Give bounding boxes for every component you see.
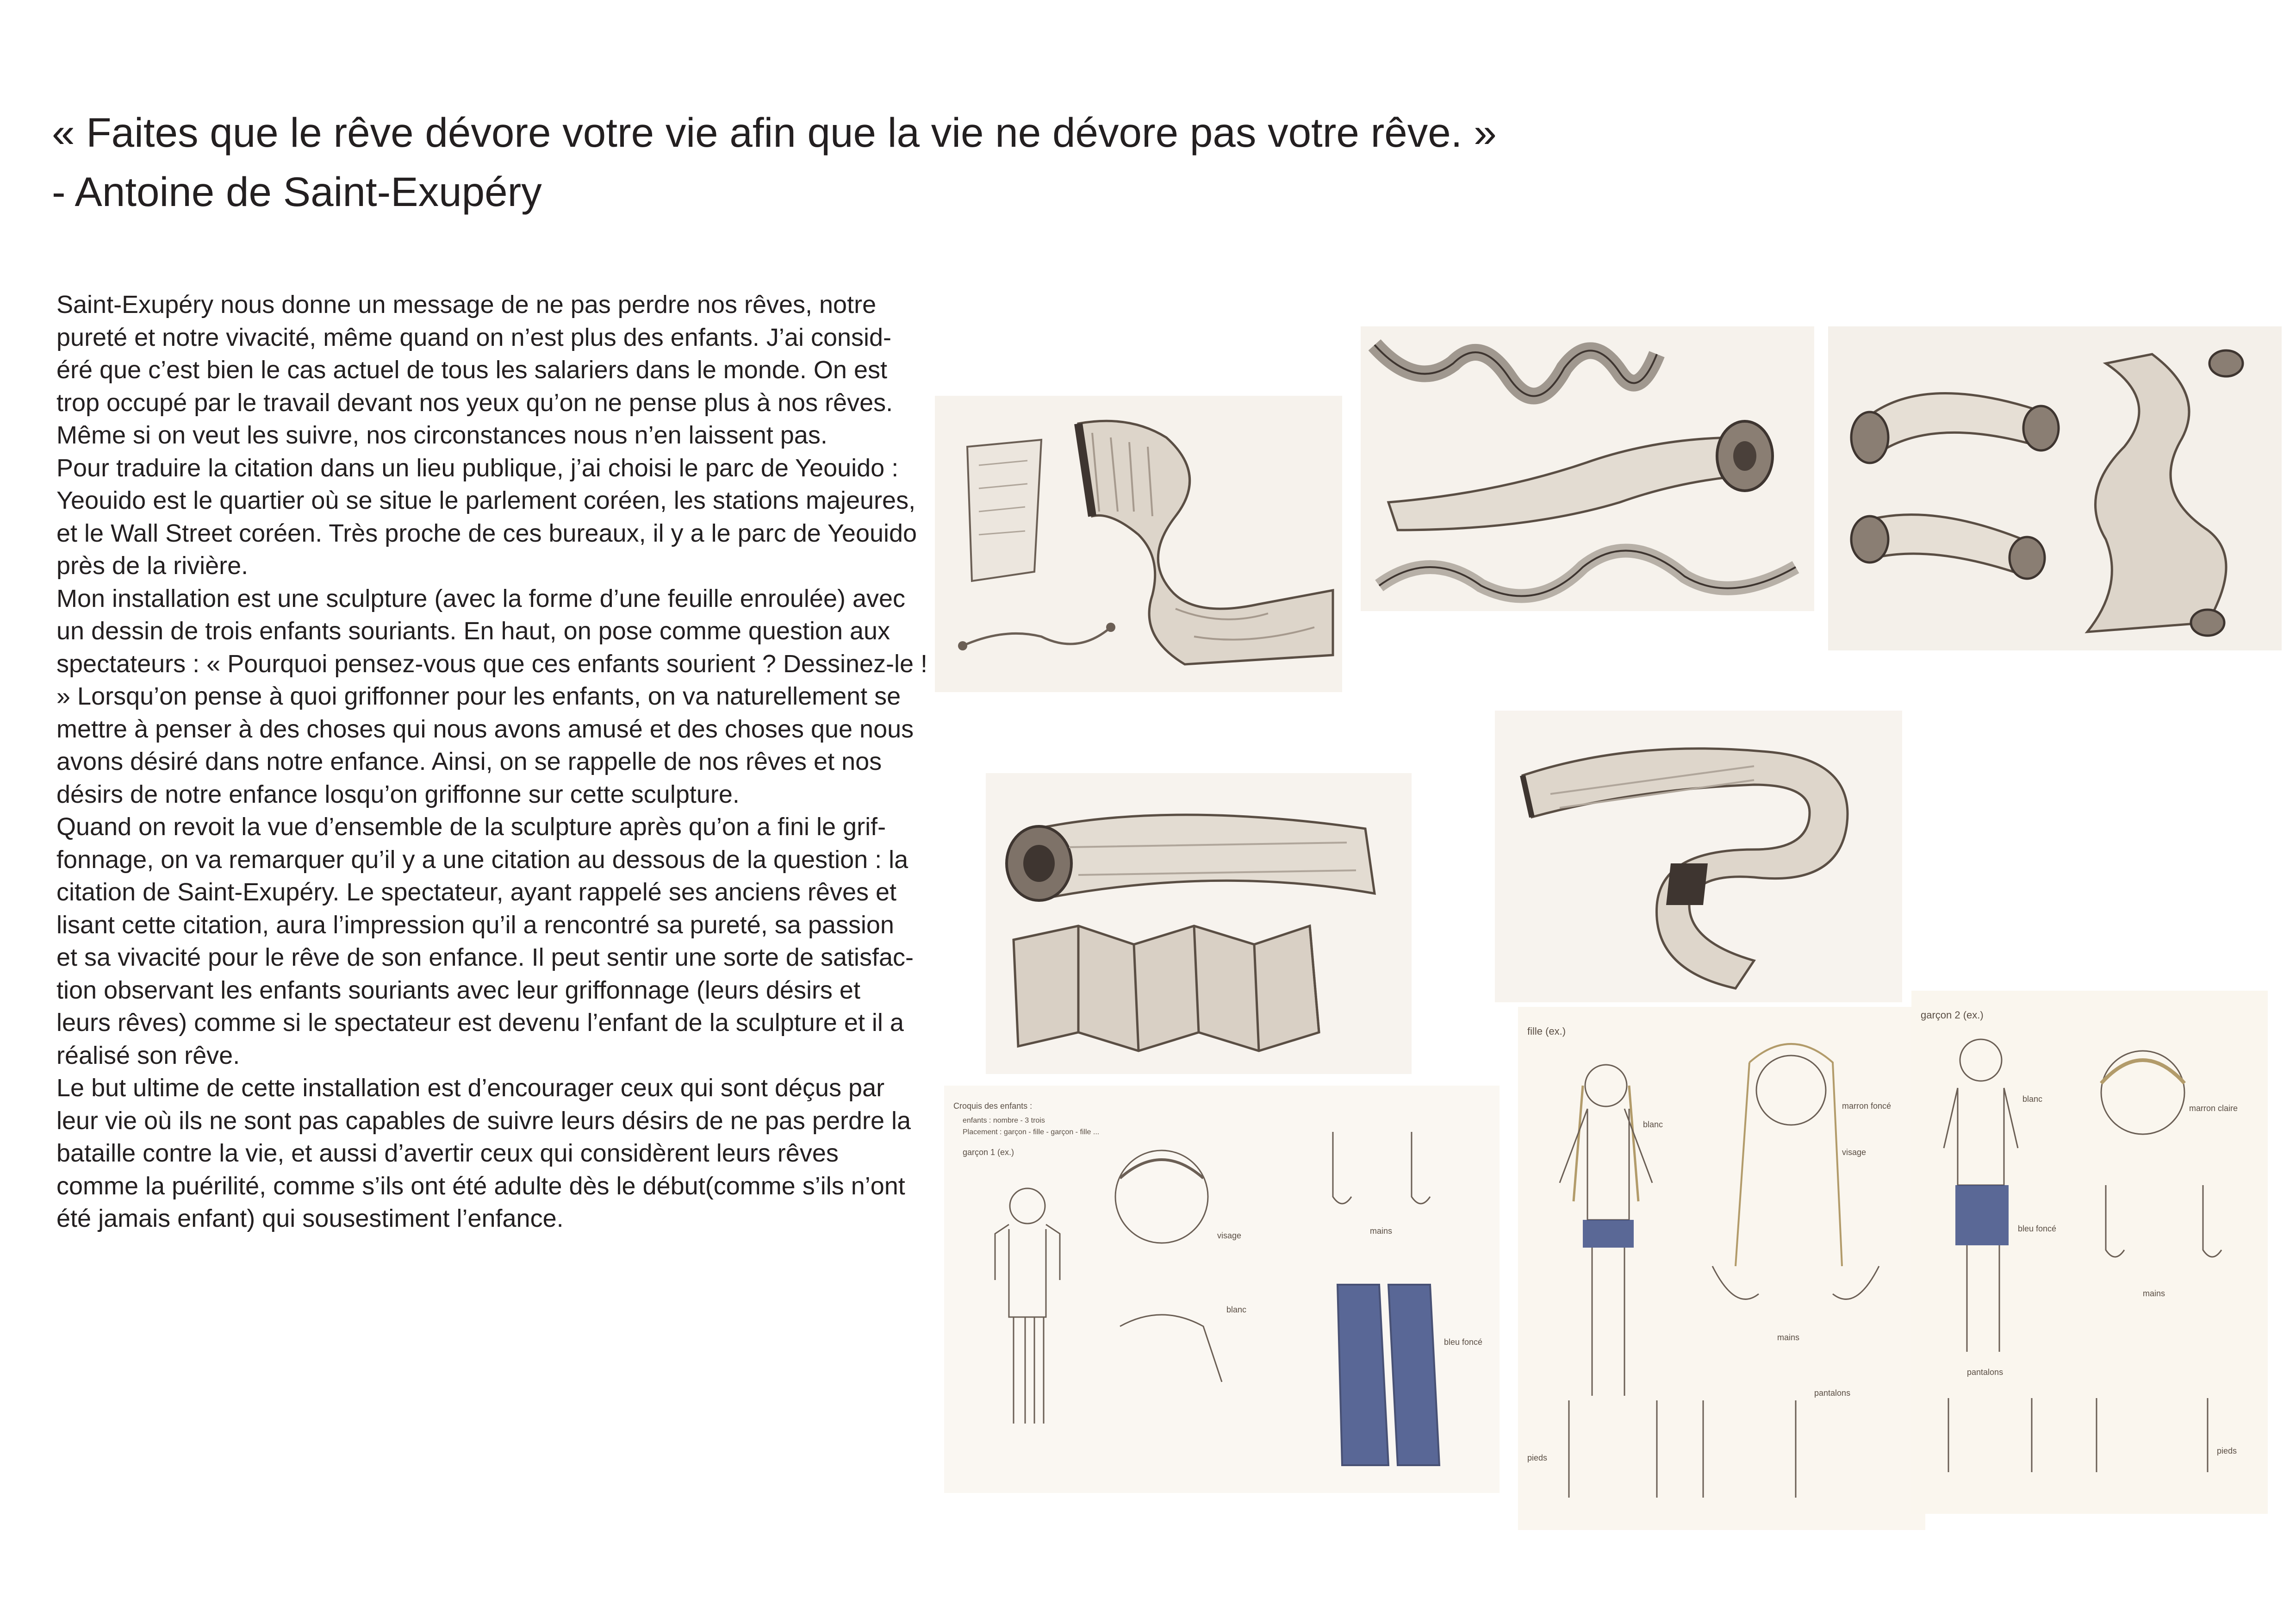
body-line: Le but ultime de cette installation est d’encourager ceux qui sont déçus par	[56, 1074, 885, 1102]
sketch-label-mains-2: mains	[1777, 1333, 1800, 1342]
sketch-child-3	[1911, 991, 2268, 1514]
sketch-scroll-2	[1361, 326, 1814, 611]
sketch-label-pantalons-2: pantalons	[1967, 1368, 2004, 1377]
sketch-label-enfants: enfants : nombre - 3 trois	[963, 1117, 1045, 1124]
body-line: désirs de notre enfance losqu’on griffonne sur cette sculpture.	[56, 780, 740, 808]
sketch-label-garcon2: garçon 2 (ex.)	[1921, 1009, 1984, 1021]
body-line: spectateurs : « Pourquoi pensez-vous que ces enfants sourient ? Dessinez-le !	[56, 650, 928, 678]
sketch-label-visage-2: visage	[1842, 1148, 1867, 1157]
quote-line: « Faites que le rêve dévore votre vie afin que la vie ne dévore pas votre rêve. »	[52, 109, 1497, 156]
body-line: été jamais enfant) qui sousestiment l’enfance.	[56, 1205, 564, 1232]
body-line: avons désiré dans notre enfance. Ainsi, on se rappelle de nos rêves et nos	[56, 748, 882, 775]
body-line: Mon installation est une sculpture (avec la forme d’une feuille enroulée) avec	[56, 584, 906, 612]
body-line: réalisé son rêve.	[56, 1041, 240, 1069]
body-line: Même si on veut les suivre, nos circonstances nous n’en laissent pas.	[56, 421, 828, 449]
body-line: leur vie où ils ne sont pas capables de suivre leurs désirs de ne pas perdre la	[56, 1106, 911, 1135]
body-line: Yeouido est le quartier où se situe le parlement coréen, les stations majeures,	[56, 487, 916, 514]
quote-author: - Antoine de Saint-Exupéry	[52, 169, 542, 215]
sketch-label-marron-fonce: marron foncé	[1842, 1101, 1892, 1111]
body-line: » Lorsqu’on pense à quoi griffonner pour les enfants, on va naturellement se	[56, 682, 901, 710]
sketch-label-bleu-fonce: bleu foncé	[1444, 1337, 1483, 1347]
body-line: Pour traduire la citation dans un lieu publique, j’ai choisi le parc de Yeouido :	[56, 454, 899, 482]
body-line: Saint-Exupéry nous donne un message de ne pas perdre nos rêves, notre	[56, 291, 877, 319]
sketch-label-marron-claire: marron claire	[2189, 1104, 2238, 1113]
body-line: et le Wall Street coréen. Très proche de ces bureaux, il y a le parc de Yeouido	[56, 519, 917, 547]
body-line: Quand on revoit la vue d’ensemble de la sculpture après qu’on a fini le grif-	[56, 813, 886, 841]
sketch-label-pantalons: pantalons	[1814, 1388, 1851, 1398]
sketch-scroll-5	[1495, 711, 1902, 1002]
sketch-scroll-1	[935, 396, 1342, 692]
sketch-child-1	[944, 1086, 1500, 1493]
body-line: bataille contre la vie, et aussi d’avertir ceux qui considèrent leurs rêves	[56, 1139, 839, 1167]
body-line: éré que c’est bien le cas actuel de tous les salariers dans le monde. On est	[56, 356, 887, 384]
body-line: fonnage, on va remarquer qu’il y a une citation au dessous de la question : la	[56, 845, 908, 874]
sketch-label-pieds: pieds	[1527, 1453, 1548, 1462]
body-line: leurs rêves) comme si le spectateur est devenu l’enfant de la sculpture et il a	[56, 1009, 904, 1037]
body-line: lisant cette citation, aura l’impression qu’il a rencontré sa pureté, sa passion	[56, 911, 894, 939]
sketch-label-mains: mains	[1370, 1226, 1393, 1236]
sketch-label-blanc-2: blanc	[1643, 1120, 1663, 1129]
sketch-label-blanc-3: blanc	[2022, 1094, 2043, 1104]
body-line: mettre à penser à des choses qui nous avons amusé et des choses que nous	[56, 715, 914, 743]
quote-block	[52, 103, 1579, 221]
body-text	[56, 288, 936, 1235]
body-line: trop occupé par le travail devant nos yeux qu’on ne pense plus à nos rêves.	[56, 388, 893, 417]
body-line: pureté et notre vivacité, même quand on n’est plus des enfants. J’ai consid-	[56, 323, 892, 351]
body-line: citation de Saint-Exupéry. Le spectateur, ayant rappelé ses anciens rêves et	[56, 878, 897, 906]
sketch-label-fille: fille (ex.)	[1527, 1025, 1566, 1037]
sketch-scroll-3	[1828, 326, 2282, 650]
body-line: près de la rivière.	[56, 552, 249, 580]
sketch-label-blanc: blanc	[1226, 1305, 1247, 1314]
sketch-label-visage: visage	[1217, 1231, 1242, 1240]
sketch-label-croquis: Croquis des enfants :	[953, 1101, 1033, 1111]
body-line: tion observant les enfants souriants avec leur griffonnage (leurs désirs et	[56, 976, 860, 1004]
sketch-scroll-4	[986, 773, 1412, 1074]
sketch-label-placement: Placement : garçon - fille - garçon - fille ...	[963, 1128, 1100, 1136]
sketch-label-garcon1: garçon 1 (ex.)	[963, 1148, 1014, 1157]
body-line: comme la puérilité, comme s’ils ont été adulte dès le début(comme s’ils n’ont	[56, 1172, 905, 1200]
body-line: et sa vivacité pour le rêve de son enfance. Il peut sentir une sorte de satisfac-	[56, 943, 914, 971]
sketch-child-2	[1518, 1007, 1925, 1530]
sketch-label-mains-3: mains	[2143, 1289, 2165, 1298]
body-line: un dessin de trois enfants souriants. En haut, on pose comme question aux	[56, 617, 890, 645]
sketch-label-bleu-fonce-2: bleu foncé	[2018, 1224, 2057, 1233]
sketch-label-pieds-2: pieds	[2217, 1446, 2237, 1455]
